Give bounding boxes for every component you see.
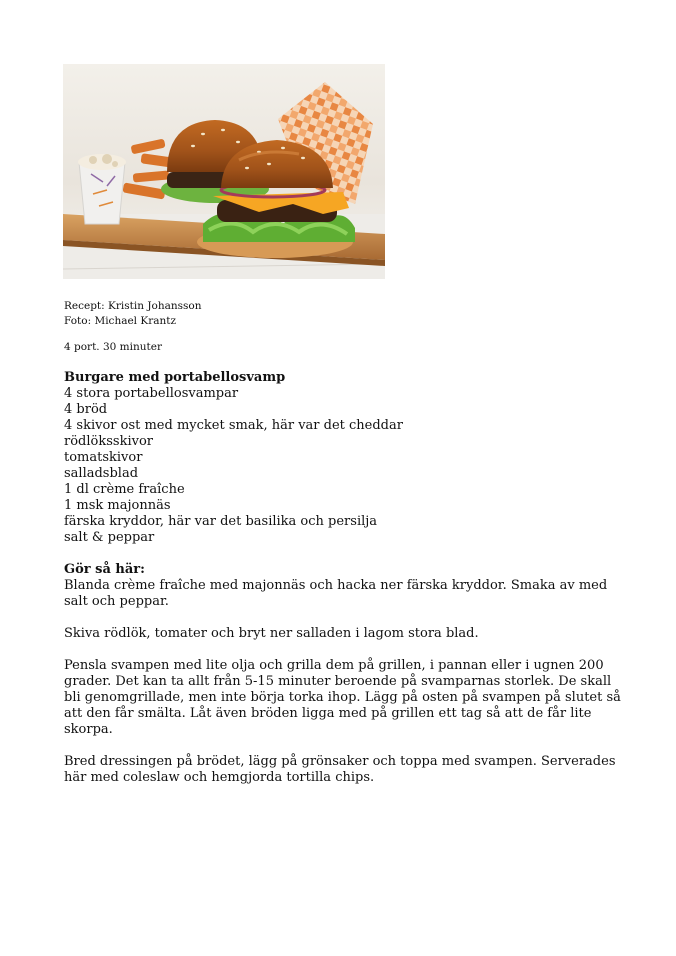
ingredient: 4 skivor ost med mycket smak, här var det cheddar xyxy=(64,418,403,433)
ingredient: salt & peppar xyxy=(64,530,155,545)
step-paragraph: Skiva rödlök, tomater och bryt ner salladen i lagom stora blad. xyxy=(64,626,479,641)
ingredient: 4 stora portabellosvampar xyxy=(64,386,239,401)
ingredient: 4 bröd xyxy=(64,402,108,417)
credits xyxy=(64,299,624,328)
ingredient-list xyxy=(64,386,624,546)
ingredient: 1 msk majonnäs xyxy=(64,498,171,513)
ingredient: färska kryddor, här var det basilika och persilja xyxy=(64,514,378,529)
photo-credit: Foto: Michael Krantz xyxy=(64,314,177,327)
recipe xyxy=(64,370,624,802)
recipe-title: Burgare med portabellosvamp xyxy=(64,370,286,385)
ingredient: 1 dl crème fraîche xyxy=(64,482,185,497)
step-paragraph: Pensla svampen med lite olja och grilla dem på grillen, i pannan eller i ugnen 200 grader. Det kan ta allt från 5-15 minuter beroende på svamparnas storlek. De skall bli genomgrillade, men inte börja torka ihop. Lägg på osten på svampen på slutet så att den får smälta. Låt även bröden ligga med på grillen ett tag så att de får lite skorpa. xyxy=(64,658,621,737)
step-paragraph: Blanda crème fraîche med majonnäs och hacka ner färska kryddor. Smaka av med salt och peppar. xyxy=(64,578,608,609)
recipe-credit: Recept: Kristin Johansson xyxy=(64,300,202,312)
burger-photo xyxy=(63,64,385,279)
step-paragraph: Bred dressingen på brödet, lägg på grönsaker och toppa med svampen. Serverades här med coleslaw och hemgjorda tortilla chips. xyxy=(64,754,616,785)
ingredient: tomatskivor xyxy=(64,450,143,465)
ingredient: rödlöksskivor xyxy=(64,434,153,449)
ingredient: salladsblad xyxy=(64,466,139,481)
steps-heading: Gör så här: xyxy=(64,562,145,577)
servings-time: 4 port. 30 minuter xyxy=(64,341,162,353)
